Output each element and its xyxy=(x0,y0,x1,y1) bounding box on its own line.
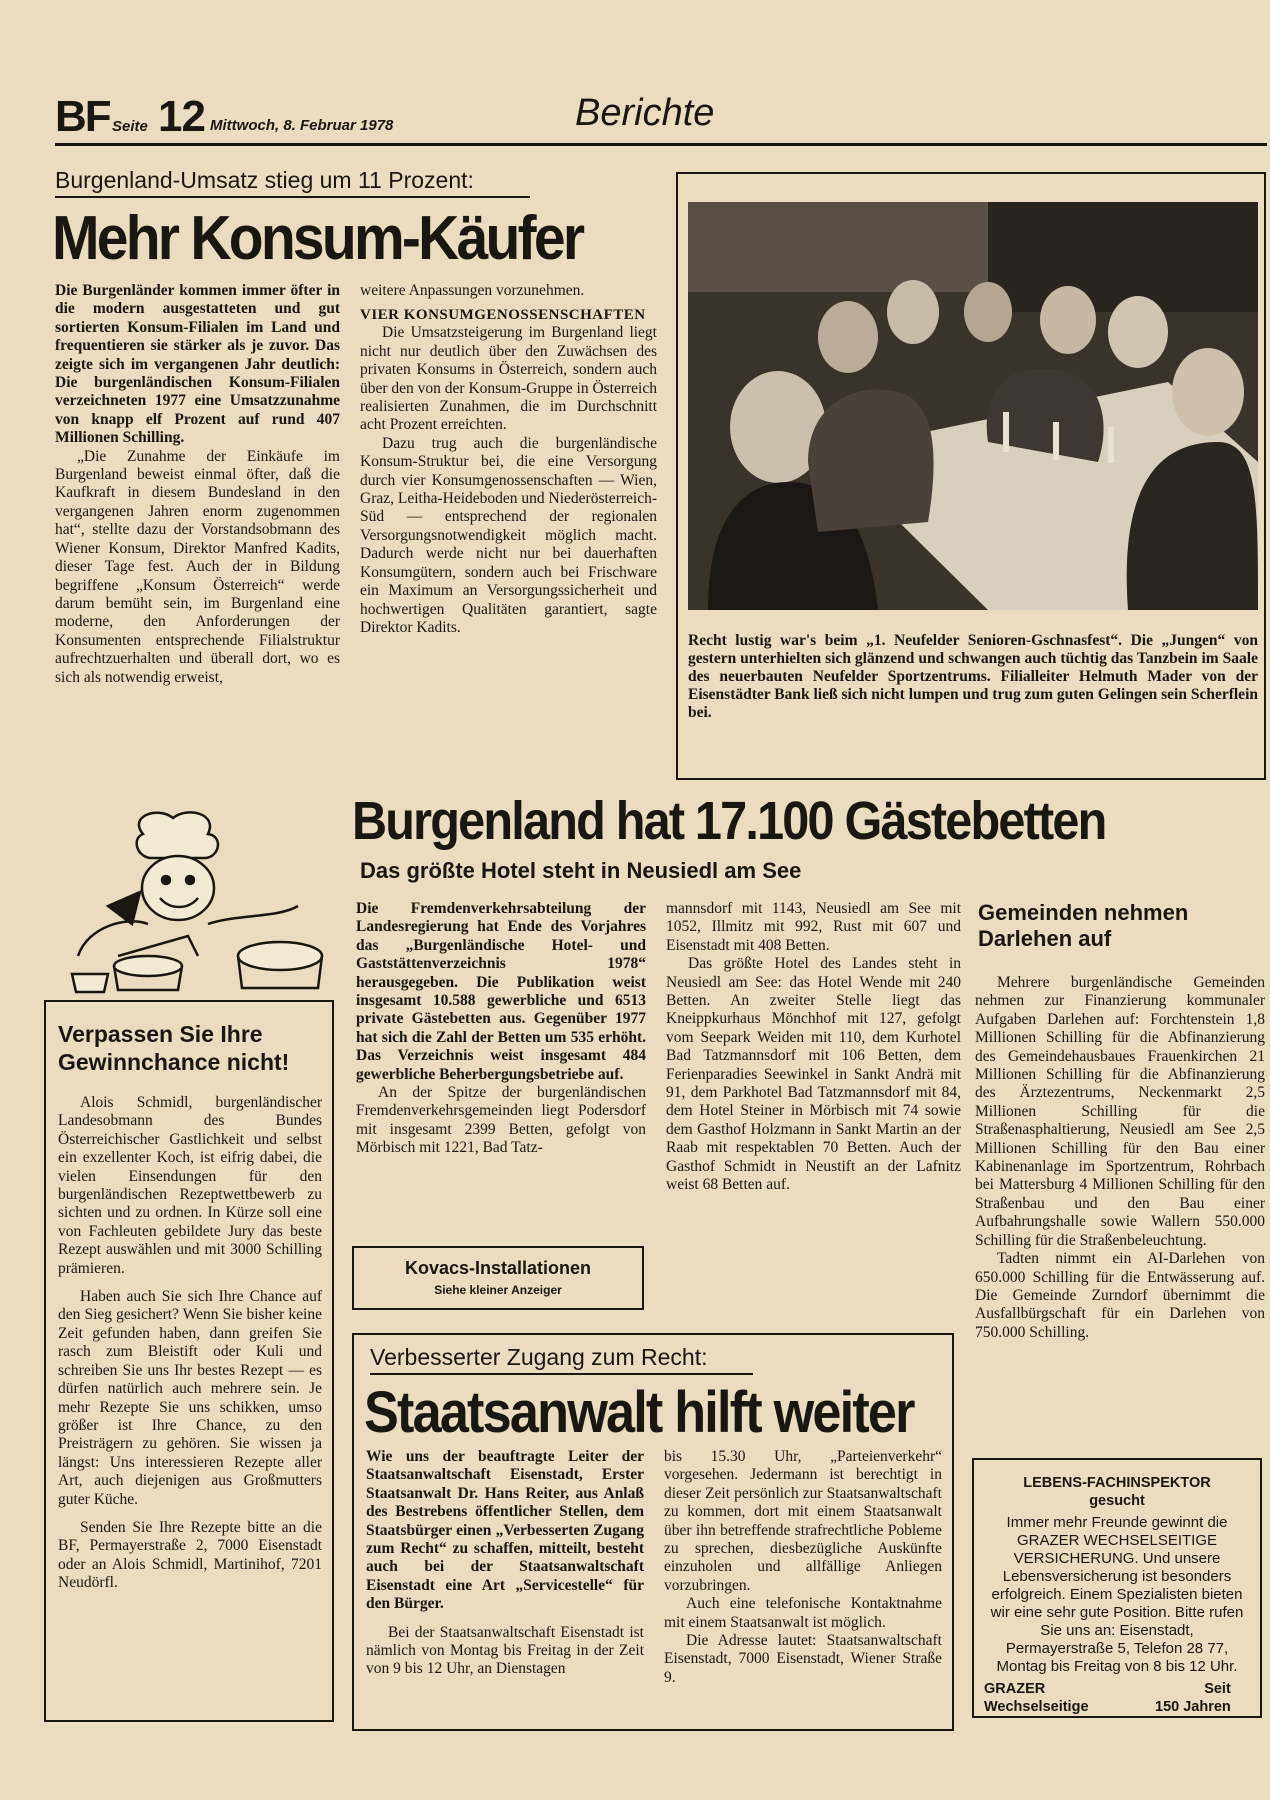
konsum-lead: Die Burgenländer kommen immer öfter in die modern ausgestatteten und gut sortierten Konsum-Filialen im Land und frequentieren sie stärker als je zuvor. Das zeigte sich im vergangenen Jahr deutlich: Die burgenländischen Konsum-Filialen verzeichneten 1977 eine Umsatzzunahme von knapp elf Prozent auf rund 407 Millionen Schilling. xyxy=(55,282,340,447)
masthead-rule xyxy=(55,143,1267,146)
lebens-ad-body: Immer mehr Freunde gewinnt die GRAZER WECHSELSEITIGE VERSICHERUNG. Und unsere Lebensversicherung ist besonders erfolgreich. Einem Spezialisten bieten wir eine sehr gute Position. Bitte rufen Sie uns an: Eisenstadt, Permayerstraße 5, Telefon 28 77, Montag bis Freitag von 8 bis 12 Uhr. xyxy=(990,1514,1244,1675)
konsum-column-1 xyxy=(55,282,340,687)
kovacs-ad xyxy=(352,1246,644,1310)
lebens-ad-since-line: Seit xyxy=(1204,1681,1231,1697)
staatsanwalt-column-2 xyxy=(664,1448,942,1687)
kicker-rule xyxy=(370,1373,753,1375)
gemeinden-headline: Gemeinden nehmen Darlehen auf xyxy=(978,900,1189,951)
gewinnchance-headline: Verpassen Sie Ihre Gewinnchance nicht! xyxy=(58,1021,290,1075)
konsum-kicker: Burgenland-Umsatz stieg um 11 Prozent: xyxy=(55,167,474,193)
photo-senioren-fest xyxy=(688,202,1258,610)
gewinnchance-paragraph: Haben auch Sie sich Ihre Chance auf den Sieg gesichert? Wenn Sie bisher keine Zeit gefunden haben, dann greifen Sie rasch zum Bleistift oder Kuli und schreiben Sie uns Ihr bestes Rezept — es dürfen natürlich auch mehrere sein. Je mehr Rezepte Sie uns schikken, umso größer ist Ihre Chance, zu den Preisträgern zu gehören. Sie wissen ja längst: Uns interessieren Rezepte aller Art, auch diejenigen aus Großmutters guter Küche. xyxy=(58,1288,322,1508)
chef-illustration xyxy=(48,806,338,996)
konsum-column-2 xyxy=(360,282,657,637)
staatsanwalt-headline: Staatsanwalt hilft weiter xyxy=(364,1380,914,1445)
kovacs-ad-title: Kovacs-Installationen xyxy=(404,1258,592,1278)
lebens-ad-since xyxy=(1155,1680,1231,1716)
gaestebetten-column-2 xyxy=(666,900,961,1195)
chef-cartoon xyxy=(48,806,338,996)
gaestebetten-headline: Burgenland hat 17.100 Gästebetten xyxy=(352,791,1106,851)
kovacs-ad-subtitle: Siehe kleiner Anzeiger xyxy=(434,1283,562,1297)
kicker-rule xyxy=(55,196,530,198)
gewinnchance-paragraph: Alois Schmidl, burgenländischer Landesobmann des Bundes Österreichischer Gastlichkeit und selbst ein exzellenter Koch, ist eifrig dabei, die vielen Einsendungen für den burgenländischen Rezeptwettbewerb zu sichten und zu ordnen. In Kürze soll eine von Fachleuten gebildete Jury das beste Rezept auswählen und mit 3000 Schilling prämieren. xyxy=(58,1094,322,1277)
gemeinden-paragraph: Mehrere burgenländische Gemeinden nehmen zur Finanzierung kommunaler Aufgaben Darlehen auf: Forchtenstein 1,8 Millionen Schilling für die Abfinanzierung des Gemeindehausbaues Frauenkirchen 21 Millionen Schilling für die Abfinanzierung des Ärztezentrums, Neckenmarkt 2,5 Millionen Schilling für die Straßenasphaltierung, Neusiedl am See 2,5 Millionen Schilling für den Bau einer Kabinenanlage im Sportzentrum, Rohrbach bei Mattersburg 4 Millionen Schilling für den Straßenbau und den Bau einer Aufbahrungshalle sowie Wallern 550.000 Schilling für die Straßenbeleuchtung. xyxy=(975,974,1265,1249)
gemeinden-paragraph: Tadten nimmt ein AI-Darlehen von 650.000 Schilling für die Entwässerung auf. Die Gemeinde Zurndorf übernimmt die Ausfallbürgschaft für ein Darlehen von 750.000 Schilling. xyxy=(975,1250,1265,1341)
gewinnchance-body xyxy=(58,1094,322,1593)
gaestebetten-subheadline: Das größte Hotel steht in Neusiedl am See xyxy=(360,858,802,883)
staatsanwalt-paragraph: bis 15.30 Uhr, „Parteienverkehr“ vorgesehen. Jedermann ist berechtigt in dieser Zeit persönlich zur Staatsanwaltschaft zu kommen, dort mit einem Staatsanwalt über ihn betreffende strafrechtliche Pobleme zu sprechen, diesbezügliche Auskünfte einzuholen und allfällige Anliegen vorzubringen. xyxy=(664,1448,942,1594)
section-title: Berichte xyxy=(575,92,715,134)
staatsanwalt-paragraph: Die Adresse lautet: Staatsanwaltschaft Eisenstadt, 7000 Eisenstadt, Wiener Straße 9. xyxy=(664,1632,942,1686)
gaestebetten-paragraph: mannsdorf mit 1143, Neusiedl am See mit 1052, Illmitz mit 992, Rust mit 607 und Eisenstadt mit 408 Betten. xyxy=(666,900,961,954)
issue-date: Mittwoch, 8. Februar 1978 xyxy=(210,117,394,134)
staatsanwalt-lead: Wie uns der beauftragte Leiter der Staatsanwaltschaft Eisenstadt, Erster Staatsanwalt Dr. Hans Reiter, aus Anlaß des Bestrebens öffentlicher Stellen, dem Staatsbürger einen „Verbesserten Zugang zum Recht“ zu schaffen, mitteilt, besteht auch bei der Staatsanwaltschaft Eisenstadt eine Art „Servicestelle“ für den Bürger. xyxy=(366,1448,644,1613)
lebens-ad-brand xyxy=(984,1680,1089,1716)
lebens-ad-title xyxy=(975,1474,1259,1510)
gaestebetten-column-1 xyxy=(356,900,646,1158)
lebens-ad-subtitle: gesucht xyxy=(1089,1493,1145,1509)
gaestebetten-lead: Die Fremdenverkehrsabteilung der Landesregierung hat Ende des Vorjahres das „Burgenländische Hotel- und Gaststättenverzeichnis 1978“ herausgegeben. Die Publikation weist insgesamt 10.588 gewerbliche und 6513 private Gästebetten aus. Gegenüber 1977 hat sich die Zahl der Betten um 535 erhöht. Das Verzeichnis weist insgesamt 484 gewerbliche Beherbergungsbetriebe auf. xyxy=(356,900,646,1083)
konsum-paragraph: weitere Anpassungen vorzunehmen. xyxy=(360,282,585,299)
gaestebetten-paragraph: An der Spitze der burgenländischen Fremdenverkehrsgemeinden liegt Podersdorf mit insgesamt 2399 Betten, gefolgt von Mörbisch mit 1221, Bad Tatz- xyxy=(356,1084,646,1157)
lebens-ad-since-line: 150 Jahren xyxy=(1155,1699,1231,1715)
lebens-ad-brand-line: Wechselseitige xyxy=(984,1699,1089,1715)
konsum-subhead: VIER KONSUMGENOSSENSCHAFTEN xyxy=(360,307,646,324)
konsum-paragraph: Die Umsatzsteigerung im Burgenland liegt nicht nur deutlich über den Zuwächsen des privaten Konsums in Österreich, sondern auch über den von der Konsum-Gruppe in Österreich realisierten Zunahmen, die im Durchschnitt acht Prozent erreichten. xyxy=(360,324,657,434)
staatsanwalt-column-1 xyxy=(366,1448,644,1679)
staatsanwalt-kicker: Verbesserter Zugang zum Recht: xyxy=(370,1344,708,1370)
gewinnchance-paragraph: Senden Sie Ihre Rezepte bitte an die BF, Permayerstraße 2, 7000 Eisenstadt oder an Alois Schmidl, Martinihof, 7201 Neudörfl. xyxy=(58,1518,322,1592)
lebens-ad-title-text: LEBENS-FACHINSPEKTOR xyxy=(1023,1475,1211,1491)
page-number: 12 xyxy=(158,92,205,141)
gaestebetten-paragraph: Das größte Hotel des Landes steht in Neusiedl am See: das Hotel Wende mit 240 Betten. An zweiter Stelle liegt das Kneippkurhaus Mönchhof mit 127, gefolgt vom Seepark Weiden mit 110, dem Kurhotel Bad Tatzmannsdorf mit 106 Betten, dem Ferienparadies Seewinkel in Sankt Andrä mit 91, dem Parkhotel Bad Tatzmannsdorf mit 84, dem Hotel Steiner in Mörbisch mit 74 sowie dem Gasthof Holzmann in Sankt Martin an der Raab mit respektablen 70 Betten. Auch der Gasthof Schmidt in Neustift an der Lafnitz weist 68 Betten auf. xyxy=(666,955,961,1194)
gemeinden-body xyxy=(975,974,1265,1342)
staatsanwalt-paragraph: Bei der Staatsanwaltschaft Eisenstadt ist nämlich von Montag bis Freitag in der Zeit von 9 bis 12 Uhr, an Dienstagen xyxy=(366,1623,644,1678)
staatsanwalt-paragraph: Auch eine telefonische Kontaktnahme mit einem Staatsanwalt ist möglich. xyxy=(664,1595,942,1631)
konsum-paragraph: „Die Zunahme der Einkäufe im Burgenland beweist einmal öfter, daß die Kaufkraft in diesem Bundesland in den vergangenen Jahren enorm zugenommen hat“, stellte dazu der Vorstandsobmann des Wiener Konsum, Direktor Manfred Kadits, dieser Tage fest. Auch der in Bildung begriffene „Konsum Österreich“ werde darum bemüht sein, im Burgenland eine moderne, den Anforderungen der Konsumenten entsprechende Filialstruktur aufrechtzuerhalten und überall dort, wo es sich als notwendig erweist, xyxy=(55,447,340,686)
konsum-headline: Mehr Konsum-Käufer xyxy=(52,204,583,273)
page-label: Seite xyxy=(112,118,148,135)
konsum-paragraph: Dazu trug auch die burgenländische Konsum-Struktur bei, die eine Versorgung durch vier Konsumgenossenschaften — Wien, Graz, Leitha-Heideboden und Niederösterreich-Süd — entsprechend der regionalen Versorgungsnotwendigkeit möglich macht. Dadurch werde nicht nur bei dauerhaften Konsumgütern, sondern auch bei Frischware ein Maximum an Versorgungssicherheit und hochwertigen Qualitäten garantiert, sagte Direktor Kadits. xyxy=(360,434,657,636)
photo-illustration xyxy=(688,202,1258,610)
photo-caption: Recht lustig war's beim „1. Neufelder Senioren-Gschnasfest“. Die „Jungen“ von gestern unterhielten sich glänzend und schwangen auch tüchtig das Tanzbein im Saale des neuerbauten Neufelder Sportzentrums. Filialleiter Helmuth Mader von der Eisenstädter Bank ließ sich nicht lumpen und trug zum guten Gelingen sein Scherflein bei. xyxy=(688,632,1258,721)
newspaper-logo: BF xyxy=(55,92,110,141)
lebens-ad-brand-line: GRAZER xyxy=(984,1681,1046,1697)
